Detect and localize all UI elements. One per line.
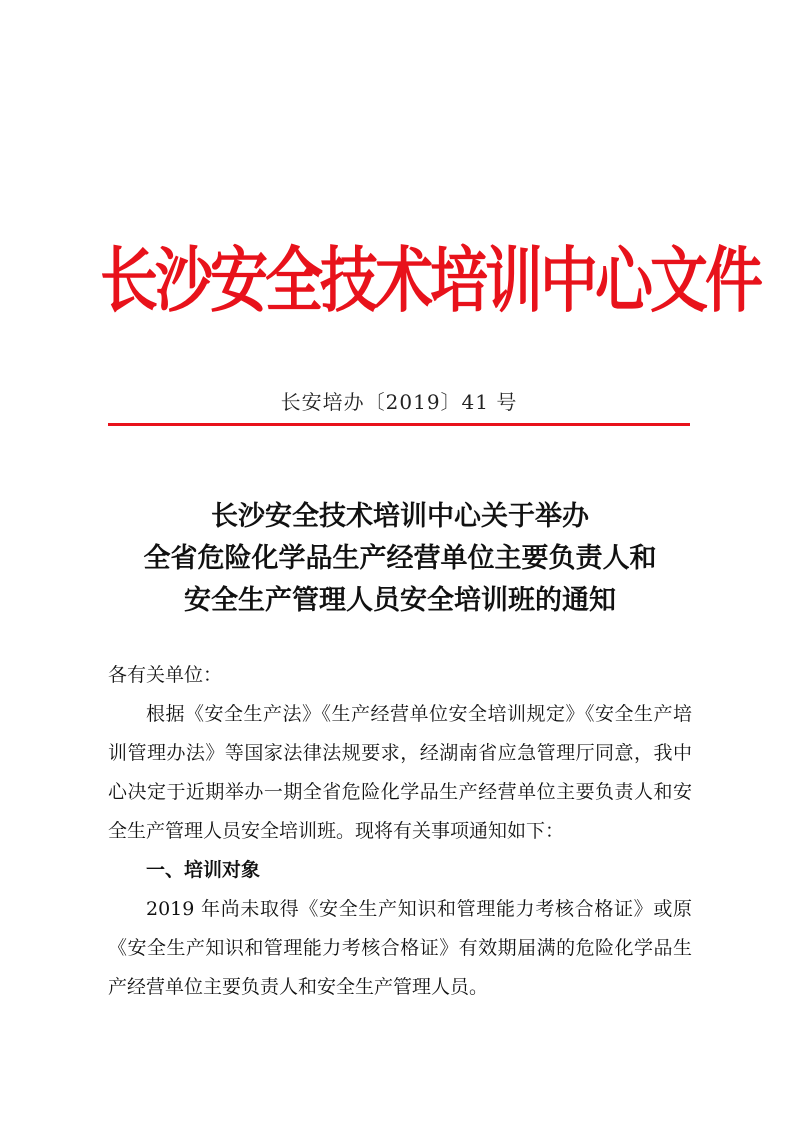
document-header-title: 长沙安全技术培训中心文件 xyxy=(100,239,761,323)
section-paragraph-training-targets: 2019 年尚未取得《安全生产知识和管理能力考核合格证》或原《安全生产知识和管理能力考核合格证》有效期届满的危险化学品生产经营单位主要负责人和安全生产管理人员。 xyxy=(108,898,692,998)
salutation: 各有关单位： xyxy=(108,664,223,686)
notice-title xyxy=(100,496,700,622)
notice-body xyxy=(108,656,692,1007)
document-number: 长安培办〔2019〕41 号 xyxy=(280,390,518,414)
notice-title-line-1: 长沙安全技术培训中心关于举办 xyxy=(211,501,589,532)
section-heading-training-targets: 一、培训对象 xyxy=(146,859,261,881)
red-divider-line xyxy=(108,423,690,426)
intro-paragraph: 根据《安全生产法》《生产经营单位安全培训规定》《安全生产培训管理办法》等国家法律法规要求，经湖南省应急管理厅同意，我中心决定于近期举办一期全省危险化学品生产经营单位主要负责人和安全生产管理人员安全培训班。现将有关事项通知如下： xyxy=(108,703,692,842)
notice-title-line-2: 全省危险化学品生产经营单位主要负责人和 xyxy=(143,543,657,574)
notice-title-line-3: 安全生产管理人员安全培训班的通知 xyxy=(184,585,616,616)
